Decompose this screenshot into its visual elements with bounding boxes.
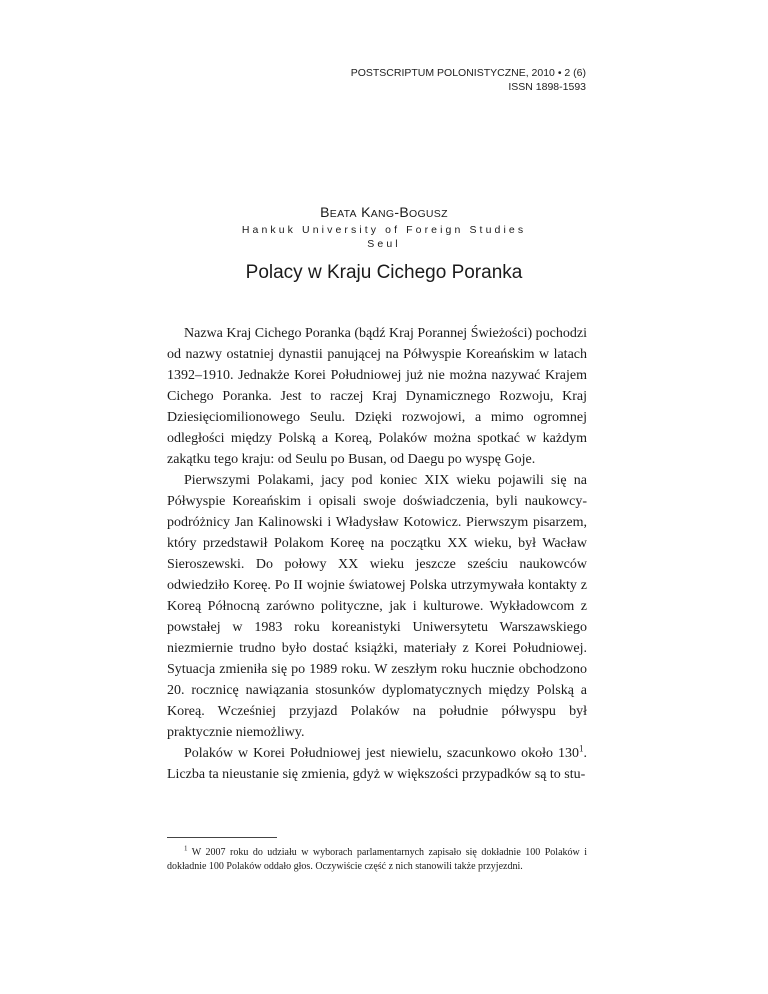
footnote-reference[interactable]: 1 — [579, 743, 584, 754]
footnote-marker: 1 — [184, 844, 188, 853]
author-city: Seul — [367, 238, 401, 250]
footnote-text: W 2007 roku do udziału w wyborach parlamentarnych zapisało się dokładnie 100 Polaków i dokładnie 100 Polaków oddało głos. Oczywiście część z nich stanowili także przyjezdni. — [167, 847, 587, 872]
footnote — [167, 846, 587, 874]
paragraph: Nazwa Kraj Cichego Poranka (bądź Kraj Porannej Świeżości) pochodzi od nazwy ostatniej dynastii panującej na Półwyspie Koreańskim w latach 1392–1910. Jednakże Korei Południowej już nie można nazywać Krajem Cichego Poranka. Jest to raczej Kraj Dynamicznego Rozwoju, Kraj Dziesięciomilionowego Seulu. Dzięki rozwojowi, a mimo ogromnej odległości między Polską a Koreą, Polaków można spotkać w każdym zakątku tego kraju: od Seulu po Busan, od Daegu po wyspę Goje. — [167, 326, 587, 467]
author-block — [0, 203, 768, 251]
journal-header — [351, 66, 586, 94]
journal-citation: POSTSCRIPTUM POLONISTYCZNE, 2010 • 2 (6) — [350, 67, 586, 79]
article-title: Polacy w Kraju Cichego Poranka — [245, 262, 523, 283]
author-affiliation: Hankuk University of Foreign Studies — [241, 224, 527, 236]
issn: ISSN 1898-1593 — [508, 81, 586, 93]
paragraph: Pierwszymi Polakami, jacy pod koniec XIX wieku pojawili się na Półwyspie Koreańskim i opisali swoje doświadczenia, byli naukowcy-podróżnicy Jan Kalinowski i Władysław Kotowicz. Pierwszym pisarzem, który przedstawił Polakom Koreę na początku XX wieku, był Wacław Sieroszewski. Do połowy XX wieku jeszcze sześciu naukowców odwiedziło Koreę. Po II wojnie światowej Polska utrzymywała kontakty z Koreą Północną zarówno polityczne, jak i kulturowe. Wykładowcom z powstałej w 1983 roku koreanistyki Uniwersytetu Warszawskiego niezmiernie trudno było dostać książki, materiały z Korei Południowej. Sytuacja zmieniła się po 1989 roku. W zeszłym roku hucznie obchodzono 20. rocznicę nawiązania stosunków dyplomatycznych między Polską a Koreą. Wcześniej przyjazd Polaków na południe półwyspu był praktycznie niemożliwy. — [167, 473, 587, 740]
author-name: BEATA KANG-BOGUSZ — [320, 204, 448, 220]
article-body — [167, 323, 587, 785]
paragraph: Polaków w Korei Południowej jest niewielu, szacunkowo około $130^1$. Liczba ta nieustanie się zmienia, gdyż w większości przypadków są to stu- — [167, 743, 587, 782]
footnote-divider — [167, 837, 277, 838]
